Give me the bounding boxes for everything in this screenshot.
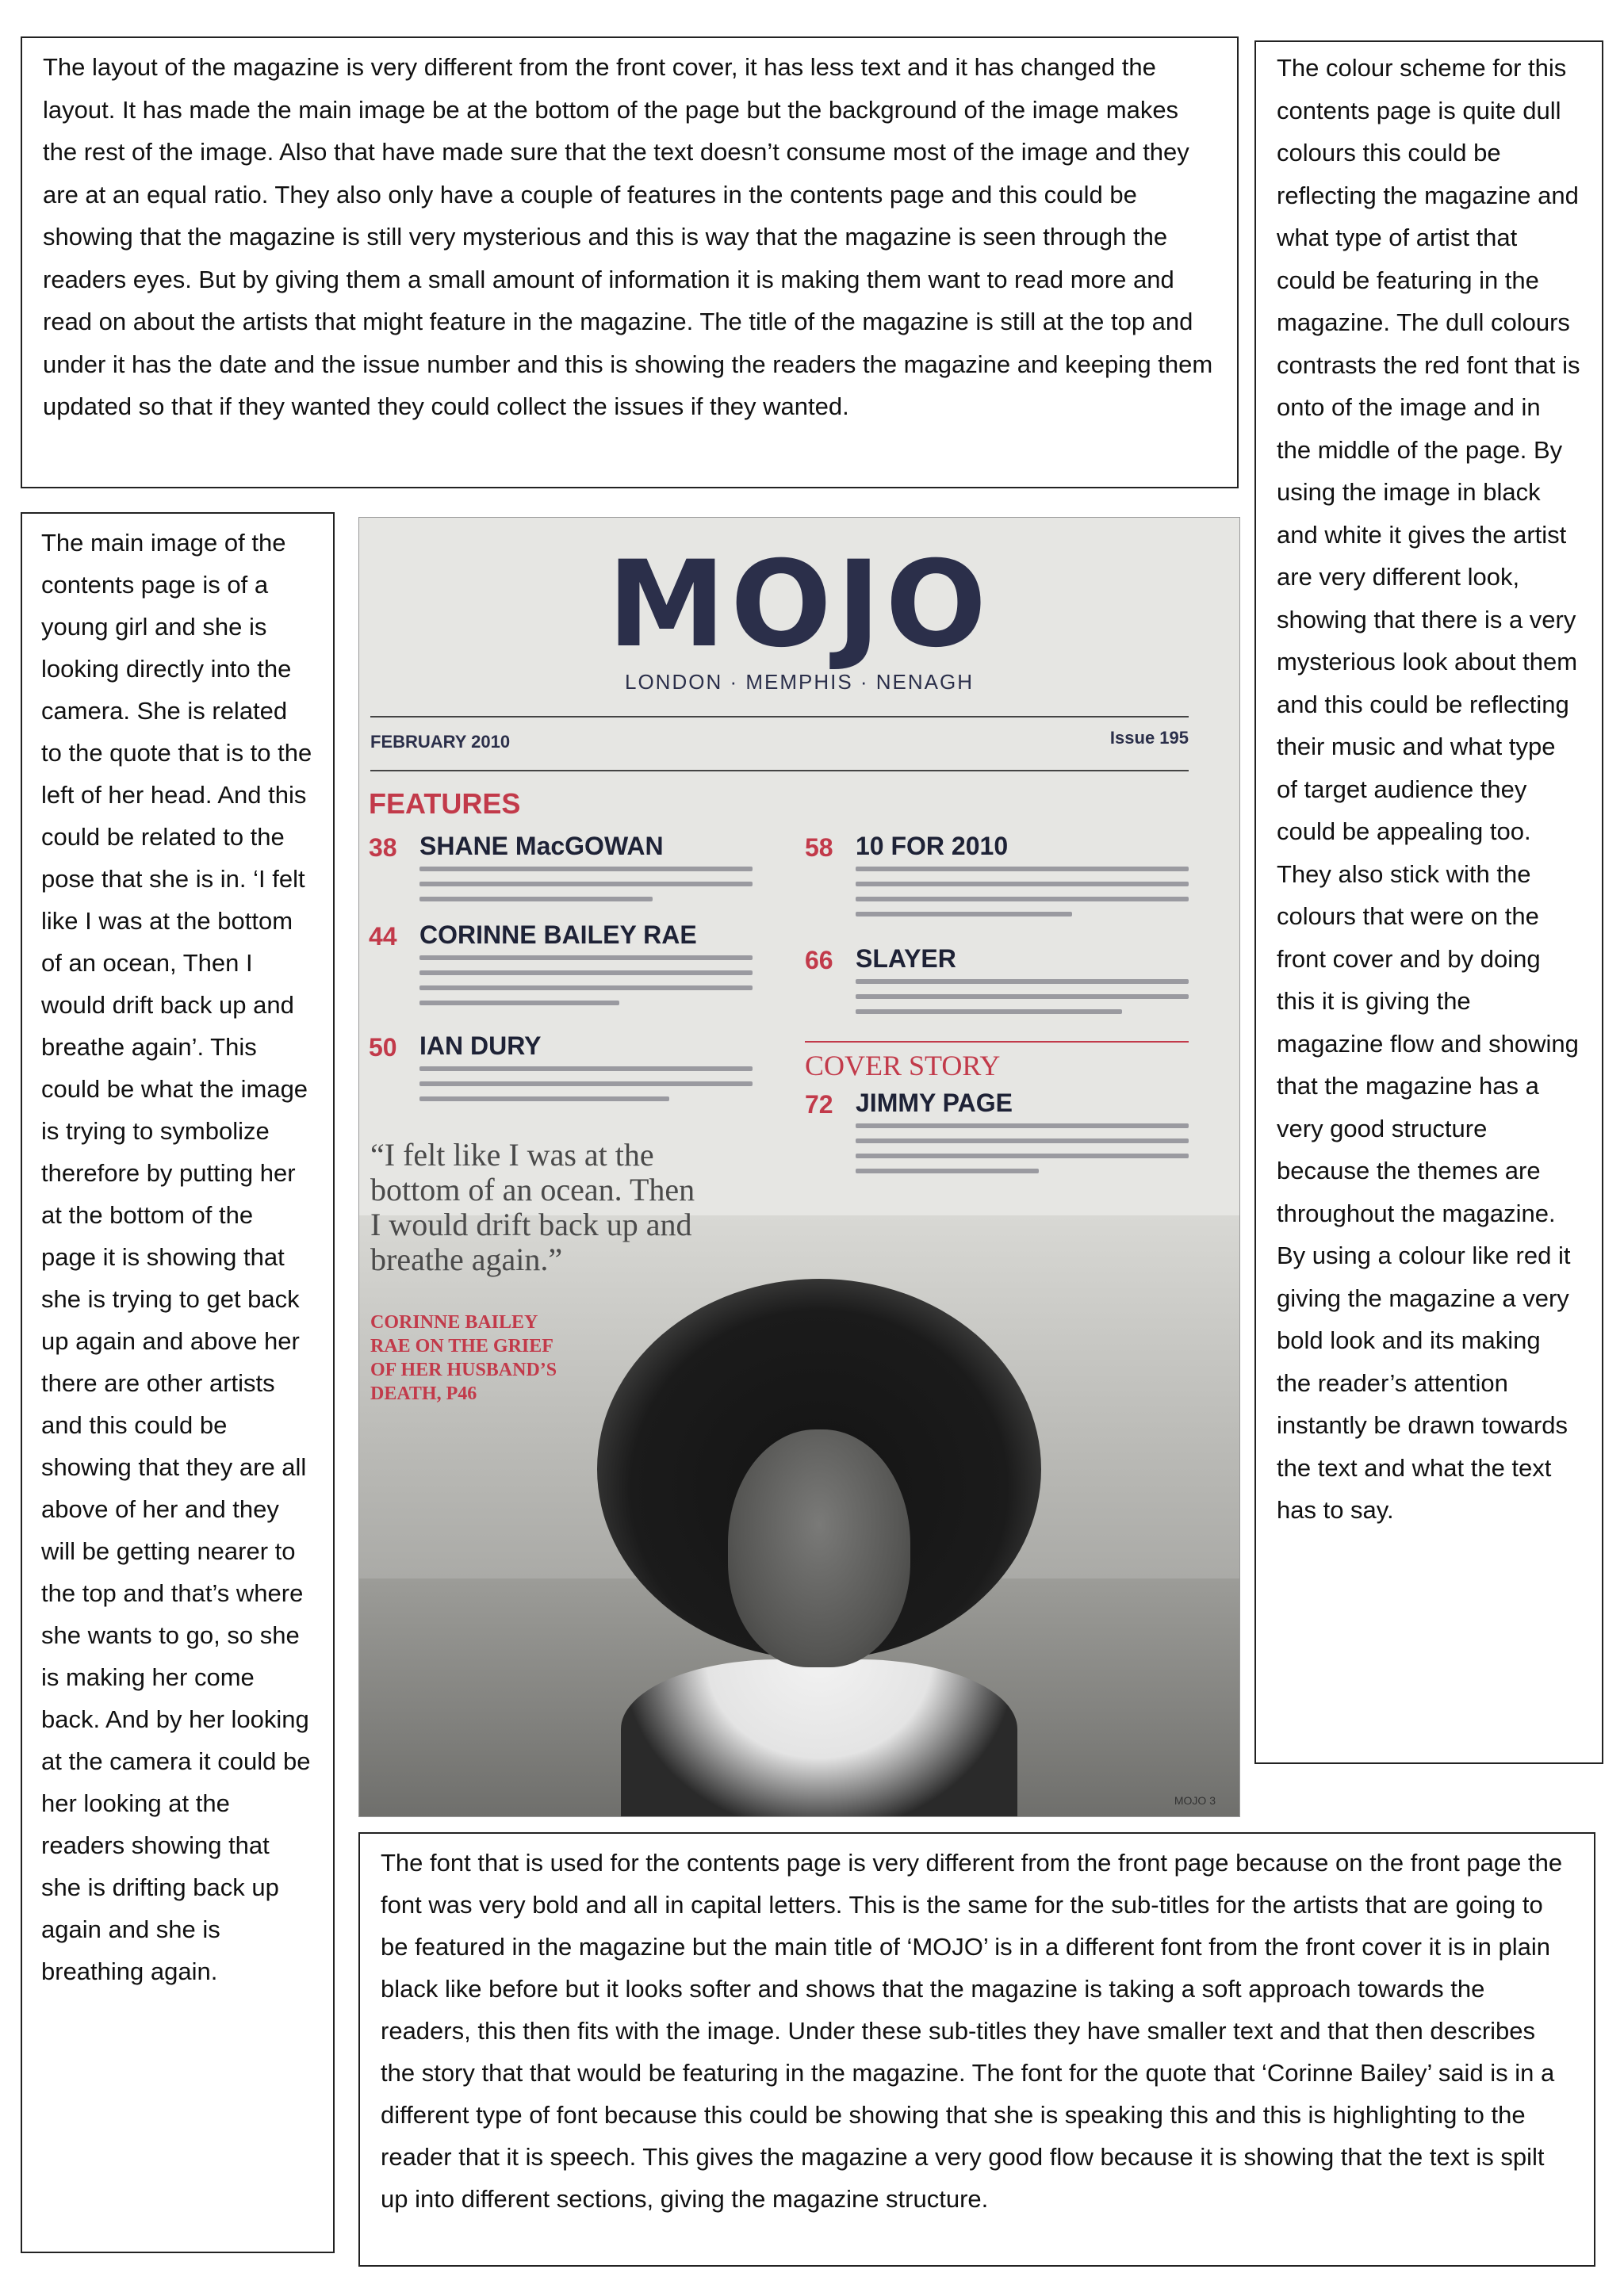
entry-title: CORINNE BAILEY RAE — [419, 920, 697, 949]
contents-entry — [805, 1090, 1178, 1185]
entry-blurb — [856, 1123, 1189, 1184]
entry-blurb — [856, 979, 1189, 1024]
rule-cover-story — [805, 1041, 1189, 1043]
entry-page-number: 72 — [805, 1090, 833, 1119]
magazine-contents-image — [358, 517, 1240, 1817]
contents-entry — [369, 922, 741, 1001]
entry-title: SHANE MacGOWAN — [419, 832, 664, 860]
contents-entry — [369, 833, 741, 913]
rule-under-date — [370, 770, 1189, 771]
entry-blurb — [419, 867, 753, 912]
entry-page-number: 50 — [369, 1033, 397, 1062]
pull-quote: “I felt like I was at the bottom of an ocean. Then I would drift back up and breathe again.” — [370, 1137, 695, 1277]
layout-analysis-text: The layout of the magazine is very different from the front cover, it has less text and it has changed the layout. It has made the main image be at the bottom of the page but the background of the image makes the rest of the image. Also that have made sure that the text doesn’t consume most of the image and they are at an equal ratio. They also only have a couple of features in the contents page and this could be showing that the magazine is still very mysterious and this is way that the magazine is seen through the readers eyes. But by giving them a small amount of information it is making them want to read more and read on about the artists that might feature in the magazine. The title of the magazine is still at the top and under it has the date and the issue number and this is showing the readers the magazine and keeping them updated so that if they wanted they could collect the issues if they wanted. — [43, 53, 1213, 420]
magazine-issue: Issue 195 — [1109, 728, 1189, 748]
magazine-cities: LONDON · MEMPHIS · NENAGH — [624, 670, 975, 694]
entry-title: 10 FOR 2010 — [856, 832, 1009, 860]
magazine-date: FEBRUARY 2010 — [370, 732, 511, 752]
portrait-face — [728, 1429, 910, 1667]
entry-page-number: 44 — [369, 922, 397, 951]
features-heading: FEATURES — [369, 787, 521, 820]
rule-top — [370, 716, 1189, 718]
entry-page-number: 66 — [805, 946, 833, 974]
main-image-text: The main image of the contents page is of a young girl and she is looking directly into the camera. She is related to the quote that is to the left of her head. And this could be related to the pose that she is in. ‘I felt like I was at the bottom of an ocean, Then I would drift back up and breathe again’. This could be what the image is trying to symbolize therefore by putting her at the bottom of the page it is showing that she is trying to get back up again and above her there are other artists and this could be showing that they are all above of her and they will be getting nearer to the top and that’s where she wants to go, so she is making her come back. And by her looking at the camera it could be her looking at the readers showing that she is drifting back up again and she is breathing again. — [41, 529, 312, 1985]
entry-blurb — [419, 955, 753, 1016]
contents-entry — [805, 946, 1178, 1025]
cover-story-heading: COVER STORY — [805, 1050, 1001, 1081]
font-analysis-box — [358, 1832, 1595, 2267]
entry-blurb — [419, 1066, 753, 1112]
entry-title: SLAYER — [856, 944, 956, 973]
entry-page-number: 58 — [805, 833, 833, 862]
main-image-box — [21, 512, 335, 2253]
font-analysis-text: The font that is used for the contents page is very different from the front page because on the front page the font was very bold and all in capital letters. This is the same for the sub-titles for the artists that are going to be featured in the magazine but the main title of ‘MOJO’ is in a different font from the front cover it is in plain black like before but it looks softer and shows that the magazine is taking a soft approach towards the readers, this then fits with the image. Under these sub-titles they have smaller text and that then describes the story that that would be featuring in the magazine. The font for the quote that ‘Corinne Bailey’ said is in a different type of font because this could be showing that she is speaking this and this is highlighting to the reader that it is speech. This gives the magazine a very good flow because it is showing that the text is spilt up into different sections, giving the magazine structure. — [381, 1849, 1563, 2213]
magazine-logo: MOJO — [607, 536, 992, 674]
entry-page-number: 38 — [369, 833, 397, 862]
colour-scheme-box — [1254, 40, 1603, 1764]
contents-entry — [369, 1033, 741, 1112]
entry-title: IAN DURY — [419, 1031, 542, 1060]
portrait-shirt — [621, 1659, 1017, 1817]
quote-credit: CORINNE BAILEY RAE ON THE GRIEF OF HER HUSBAND’S DEATH, P46 — [370, 1312, 557, 1404]
entry-blurb — [856, 867, 1189, 927]
page-folio: MOJO 3 — [1174, 1794, 1216, 1807]
entry-title: JIMMY PAGE — [856, 1089, 1013, 1117]
colour-scheme-text: The colour scheme for this contents page is quite dull colours this could be reflecting the magazine and what type of artist that could be featuring in the magazine. The dull colours contrasts the red font that is onto of the image and in the middle of the page. By using the image in black and white it gives the artist are very different look, showing that there is a very mysterious look about them and this could be reflecting their music and what type of target audience they could be appealing too. They also stick with the colours that were on the front cover and by doing this it is giving the magazine flow and showing that the magazine has a very good structure because the themes are throughout the magazine. By using a colour like red it giving the magazine a very bold look and its making the reader’s attention instantly be drawn towards the text and what the text has to say. — [1277, 54, 1580, 1524]
contents-entry — [805, 833, 1178, 913]
layout-analysis-box — [21, 36, 1239, 488]
